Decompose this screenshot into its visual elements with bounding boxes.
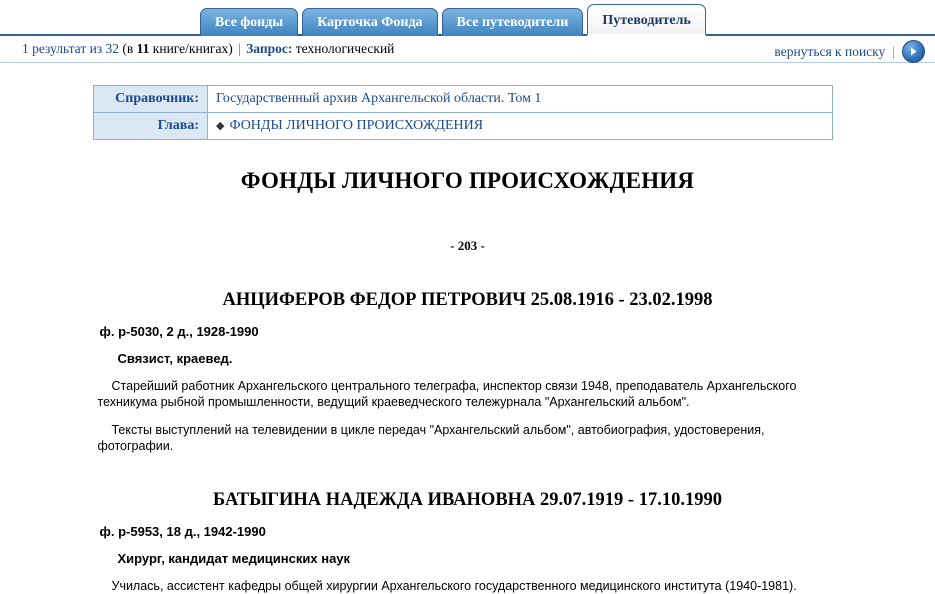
table-row (94, 113, 833, 140)
diamond-bullet-icon: ◆ (216, 120, 225, 132)
page-title: ФОНДЫ ЛИЧНОГО ПРОИСХОЖДЕНИЯ (240, 168, 695, 193)
result-count-text: 1 результат из 32 (22, 41, 120, 56)
books-count: 11 (136, 41, 150, 56)
tab-all-funds[interactable]: Все фонды (200, 8, 298, 36)
tab-guide[interactable]: Путеводитель (587, 4, 706, 36)
handbook-link[interactable]: Государственный архив Архангельской области. Том 1 (216, 91, 542, 106)
books-open-paren: (в (122, 41, 134, 56)
document-body (98, 140, 838, 594)
chapter-link[interactable]: ФОНДЫ ЛИЧНОГО ПРОИСХОЖДЕНИЯ (229, 118, 484, 133)
content-area (0, 63, 935, 594)
entry-paragraph: Училась, ассистент кафедры общей хирургии Архангельского государственного медицинского института (1940-1981). (111, 579, 797, 593)
entry-reference: ф. р-5030, 2 д., 1928-1990 (99, 324, 259, 339)
entry-paragraph: Старейший работник Архангельского центрального телеграфа, инспектор связи 1948, преподаватель Архангельского техникума рыбной промышленности, ведущий краеведческого тележурнала "Архангельский альбом". (97, 379, 797, 409)
nav-divider: | (892, 43, 895, 59)
entry-title: БАТЫГИНА НАДЕЖДА ИВАНОВНА 29.07.1919 - 17.10.1990 (213, 490, 722, 510)
back-to-search-link[interactable]: вернуться к поиску (774, 43, 886, 59)
arrow-right-icon[interactable] (902, 40, 925, 63)
tab-fund-card[interactable]: Карточка Фонда (302, 8, 437, 36)
page-number-marker: - 203 - (450, 238, 485, 253)
entry-subtitle: Хирург, кандидат медицинских наук (117, 551, 351, 566)
guide-header-table (93, 85, 833, 140)
result-info-bar (0, 36, 935, 63)
table-row (94, 86, 833, 113)
entry-paragraph: Тексты выступлений на телевидении в цикле передач "Архангельский альбом", автобиография, удостоверения, фотографии. (97, 423, 765, 453)
query-value: технологический (295, 41, 395, 56)
handbook-value (208, 86, 833, 113)
tab-bar (0, 0, 935, 36)
books-label: книге/книгах) (152, 41, 233, 56)
tab-all-guides[interactable]: Все путеводители (442, 8, 584, 36)
chapter-value (208, 113, 833, 140)
entry-reference: ф. р-5953, 18 д., 1942-1990 (99, 524, 266, 539)
entry-subtitle: Связист, краевед. (117, 351, 233, 366)
entry-title: АНЦИФЕРОВ ФЕДОР ПЕТРОВИЧ 25.08.1916 - 23.02.1998 (222, 290, 713, 310)
info-separator: | (238, 41, 241, 56)
result-summary (22, 41, 394, 57)
tab-list (200, 4, 706, 36)
list-item (98, 490, 838, 594)
search-nav (774, 40, 925, 63)
handbook-label: Справочник: (94, 86, 208, 113)
list-item (98, 290, 838, 454)
chapter-label: Глава: (94, 113, 208, 140)
query-label: Запрос: (246, 41, 293, 56)
